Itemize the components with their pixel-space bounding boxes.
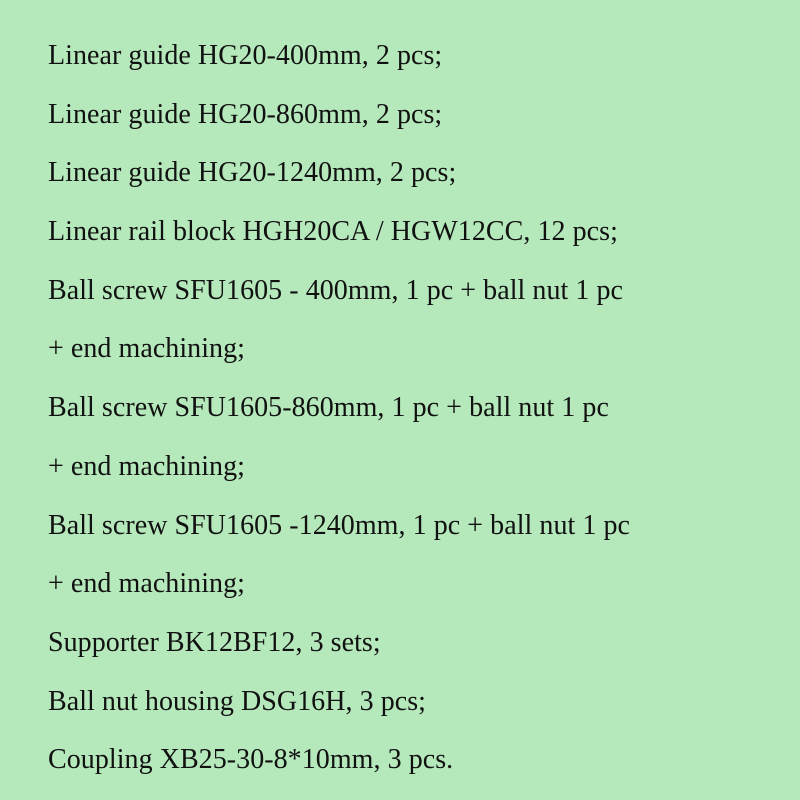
parts-line-linear-guide-400: Linear guide HG20-400mm, 2 pcs; bbox=[48, 40, 443, 71]
parts-line-linear-guide-1240: Linear guide HG20-1240mm, 2 pcs; bbox=[48, 157, 457, 189]
parts-line-rail-block: Linear rail block HGH20CA / HGW12CC, 12 pcs; bbox=[48, 216, 618, 248]
parts-line-linear-guide-860: Linear guide HG20-860mm, 2 pcs; bbox=[48, 98, 443, 130]
parts-line-ball-screw-860: Ball screw SFU1605-860mm, 1 pc + ball nut 1 pc bbox=[48, 392, 609, 424]
parts-line-ball-screw-1240: Ball screw SFU1605 -1240mm, 1 pc + ball nut 1 pc bbox=[48, 509, 631, 541]
parts-line-ball-nut-housing: Ball nut housing DSG16H, 3 pcs; bbox=[48, 685, 427, 717]
parts-line-ball-screw-400: Ball screw SFU1605 - 400mm, 1 pc + ball nut 1 pc bbox=[48, 274, 624, 306]
parts-line-coupling: Coupling XB25-30-8*10mm, 3 pcs. bbox=[48, 744, 454, 776]
parts-line-ball-screw-400-machining: + end machining; bbox=[48, 333, 245, 365]
parts-line-ball-screw-1240-machining: + end machining; bbox=[48, 568, 245, 600]
parts-list bbox=[48, 27, 800, 790]
parts-line-ball-screw-860-machining: + end machining; bbox=[48, 450, 245, 482]
parts-line-supporter: Supporter BK12BF12, 3 sets; bbox=[48, 626, 381, 658]
